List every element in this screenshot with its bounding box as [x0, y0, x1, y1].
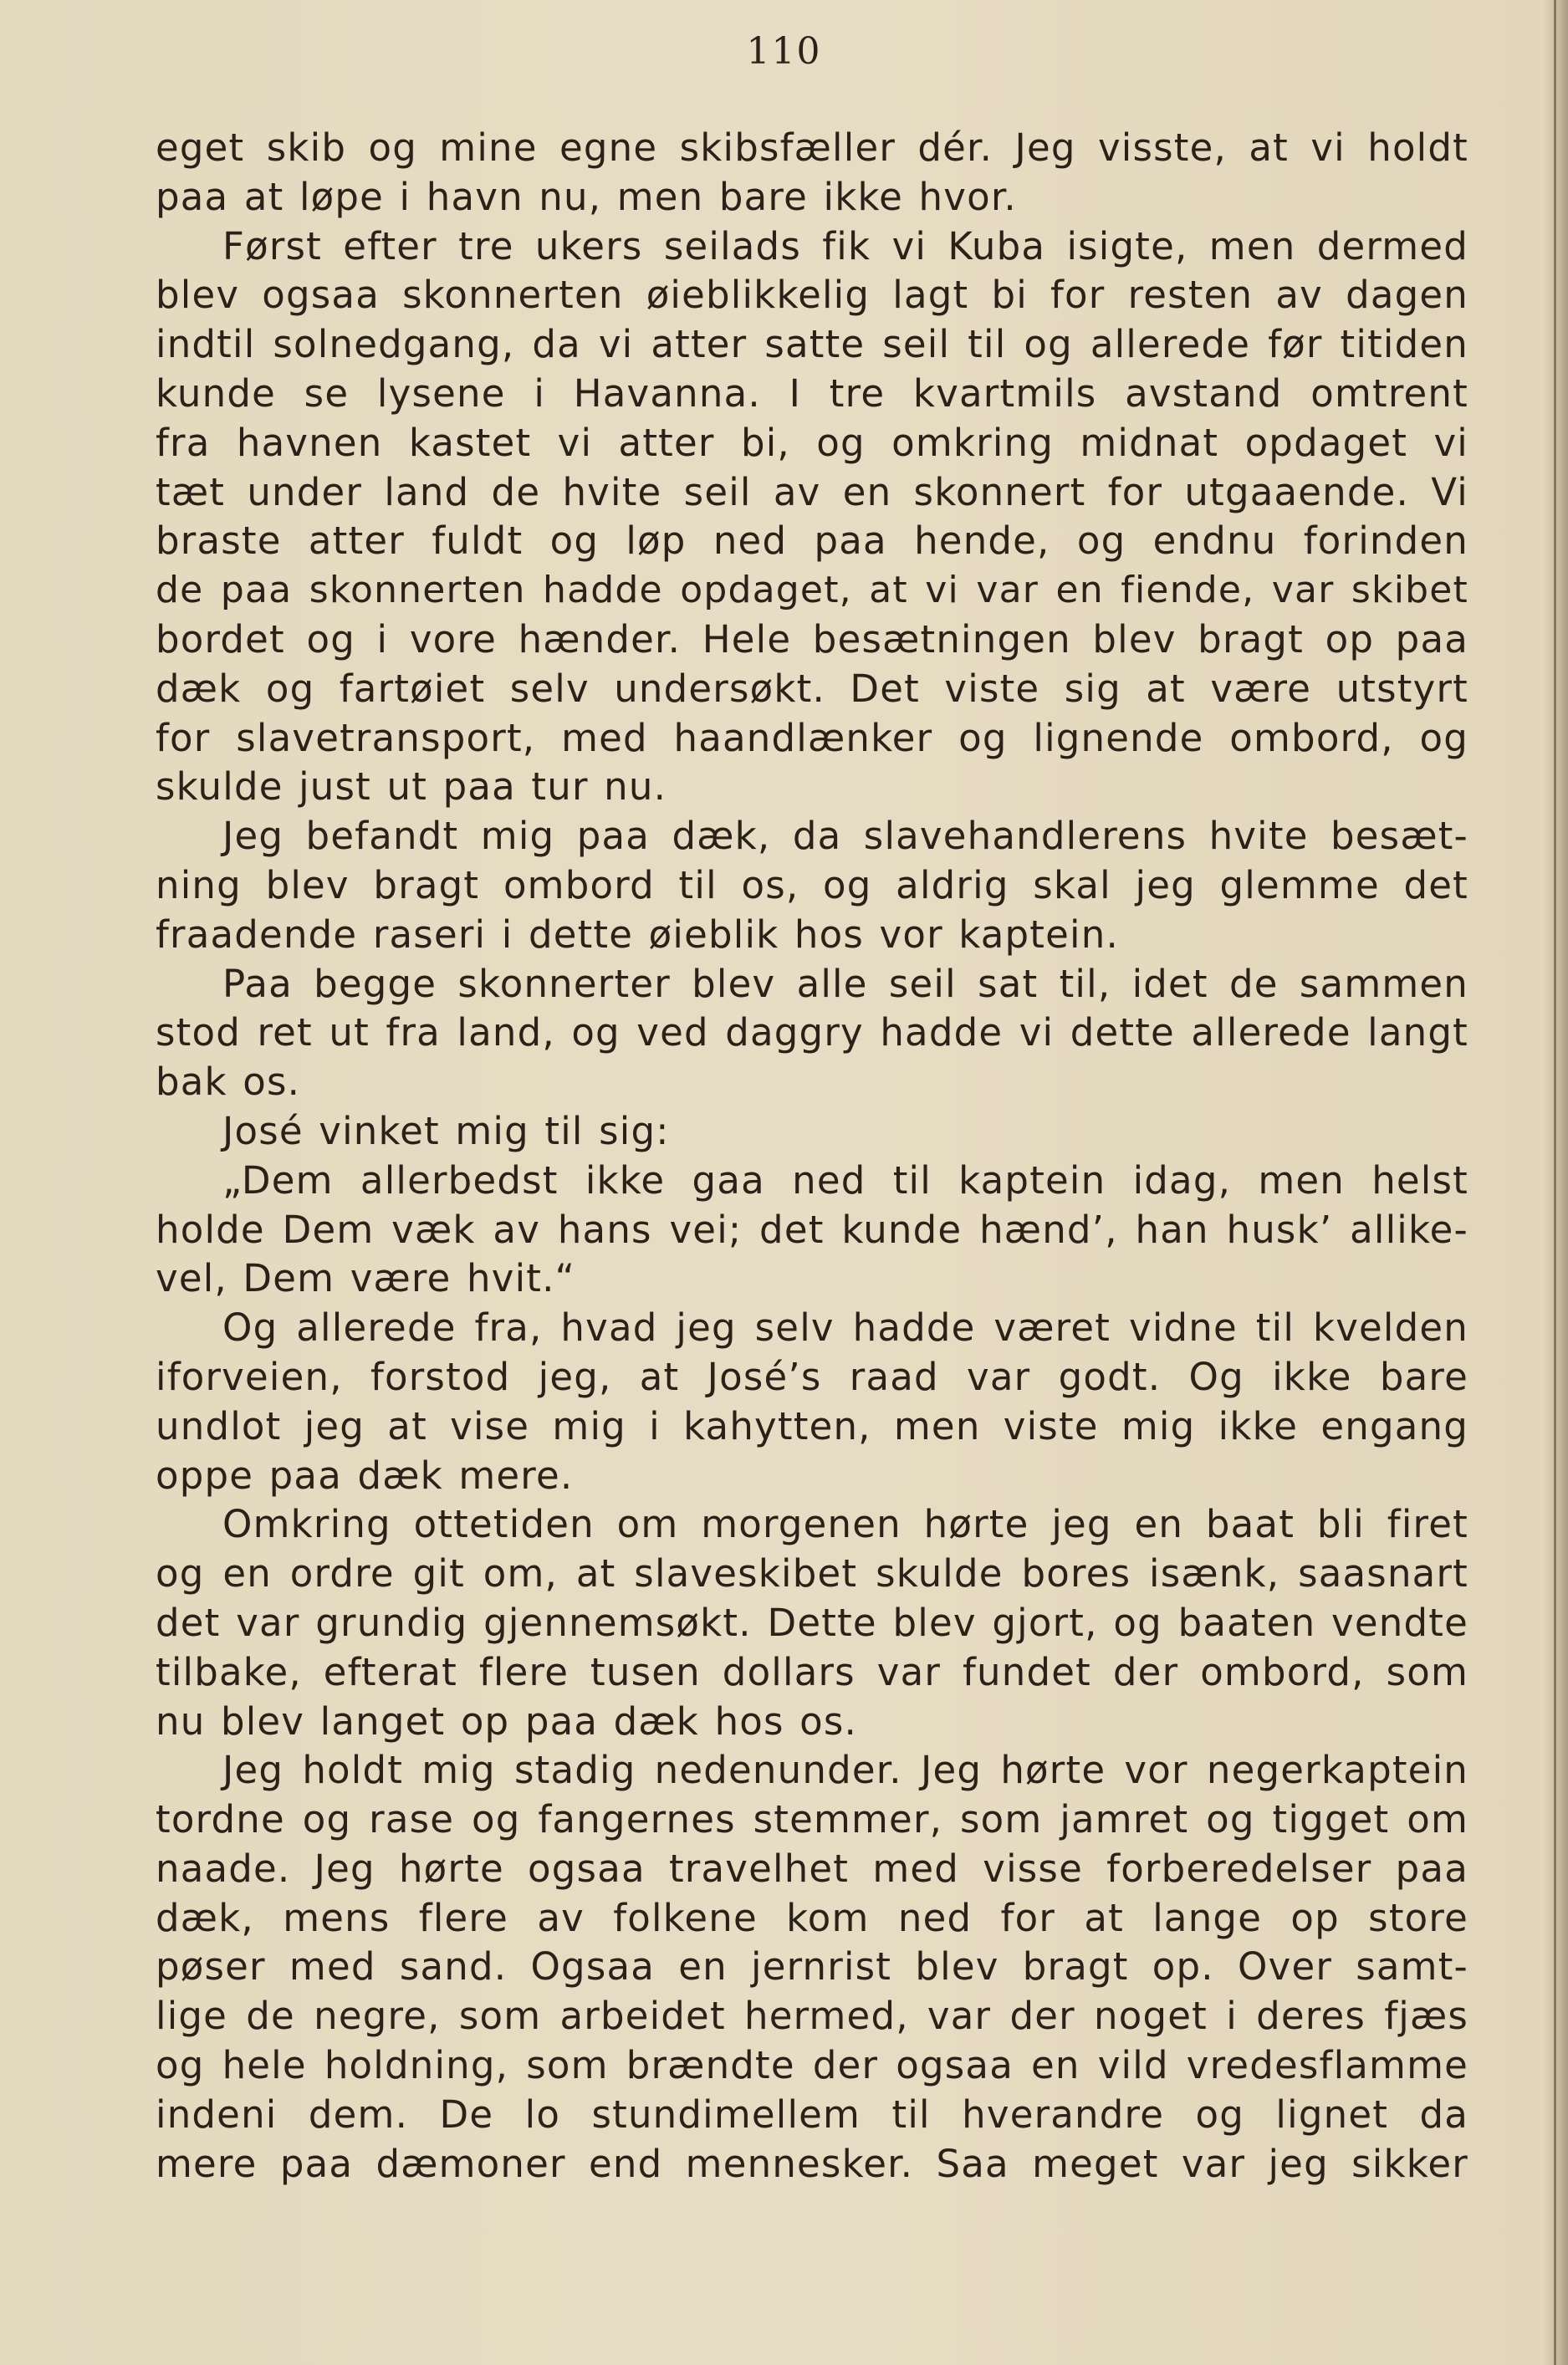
- text-line: eget skib og mine egne skibsfæller dér. Jeg visste, at vi holdt: [156, 125, 1468, 170]
- text-line: Omkring ottetiden om morgenen hørte jeg en baat bli firet: [222, 1502, 1468, 1547]
- text-line: paa at løpe i havn nu, men bare ikke hvor.: [156, 174, 1017, 219]
- text-line: oppe paa dæk mere.: [156, 1453, 574, 1498]
- text-line: Og allerede fra, hvad jeg selv hadde været vidne til kvelden: [222, 1305, 1468, 1351]
- text-line: indeni dem. De lo stundimellem til hverandre og lignet da: [156, 2092, 1468, 2137]
- text-line: dæk, mens flere av folkene kom ned for at lange op store: [156, 1895, 1468, 1940]
- text-line: fra havnen kastet vi atter bi, og omkring midnat opdaget vi: [156, 420, 1468, 465]
- text-line: indtil solnedgang, da vi atter satte seil til og allerede før titiden: [156, 322, 1468, 367]
- text-line: blev ogsaa skonnerten øieblikkelig lagt bi for resten av dagen: [156, 273, 1468, 318]
- text-line: skulde just ut paa tur nu.: [156, 764, 667, 810]
- text-line: „Dem allerbedst ikke gaa ned til kaptein idag, men helst: [222, 1157, 1468, 1203]
- text-line: undlot jeg at vise mig i kahytten, men viste mig ikke engang: [156, 1403, 1468, 1448]
- text-line: kunde se lysene i Havanna. I tre kvartmils avstand omtrent: [156, 370, 1468, 416]
- text-line: José vinket mig til sig:: [222, 1108, 670, 1153]
- text-line: lige de negre, som arbeidet hermed, var der noget i deres fjæs: [156, 1994, 1468, 2039]
- text-line: nu blev langet op paa dæk hos os.: [156, 1698, 858, 1744]
- text-line: naade. Jeg hørte ogsaa travelhet med visse forberedelser paa: [156, 1846, 1468, 1891]
- text-line: stod ret ut fra land, og ved daggry hadde vi dette allerede langt: [156, 1010, 1468, 1055]
- text-line: og en ordre git om, at slaveskibet skulde bores isænk, saasnart: [156, 1551, 1468, 1596]
- text-line: de paa skonnerten hadde opdaget, at vi var en fiende, var skibet: [156, 569, 1468, 612]
- text-line: vel, Dem være hvit.“: [156, 1256, 576, 1301]
- text-line: bordet og i vore hænder. Hele besætningen blev bragt op paa: [156, 616, 1468, 661]
- text-line: iforveien, forstod jeg, at José’s raad var godt. Og ikke bare: [156, 1354, 1468, 1399]
- text-line: ning blev bragt ombord til os, og aldrig skal jeg glemme det: [156, 862, 1468, 907]
- text-line: Paa begge skonnerter blev alle seil sat til, idet de sammen: [222, 961, 1468, 1006]
- text-line: holde Dem væk av hans vei; det kunde hænd’, han husk’ allike-: [156, 1207, 1468, 1252]
- text-line: for slavetransport, med haandlænker og lignende ombord, og: [156, 715, 1468, 760]
- text-line: og hele holdning, som brændte der ogsaa en vild vredesflamme: [156, 2043, 1468, 2088]
- page-number: 110: [746, 30, 822, 73]
- text-line: Jeg befandt mig paa dæk, da slavehandlerens hvite besæt-: [222, 814, 1468, 859]
- text-line: tæt under land de hvite seil av en skonnert for utgaaende. Vi: [156, 469, 1468, 514]
- text-line: Først efter tre ukers seilads fik vi Kuba isigte, men dermed: [222, 223, 1468, 268]
- binding-rule: [1554, 0, 1556, 2365]
- text-line: mere paa dæmoner end mennesker. Saa meget var jeg sikker: [156, 2141, 1468, 2186]
- text-line: braste atter fuldt og løp ned paa hende, og endnu forinden: [156, 518, 1468, 564]
- body-text: [156, 124, 1468, 2189]
- text-line: tordne og rase og fangernes stemmer, som jamret og tigget om: [156, 1797, 1468, 1842]
- text-line: bak os.: [156, 1060, 301, 1105]
- text-line: tilbake, efterat flere tusen dollars var fundet der ombord, som: [156, 1649, 1468, 1694]
- text-line: fraadende raseri i dette øieblik hos vor kaptein.: [156, 912, 1119, 957]
- text-line: dæk og fartøiet selv undersøkt. Det viste sig at være utstyrt: [156, 666, 1468, 711]
- text-line: pøser med sand. Ogsaa en jernrist blev bragt op. Over samt-: [156, 1944, 1468, 1990]
- text-line: det var grundig gjennemsøkt. Dette blev gjort, og baaten vendte: [156, 1600, 1468, 1645]
- text-line: Jeg holdt mig stadig nedenunder. Jeg hørte vor negerkaptein: [222, 1748, 1468, 1793]
